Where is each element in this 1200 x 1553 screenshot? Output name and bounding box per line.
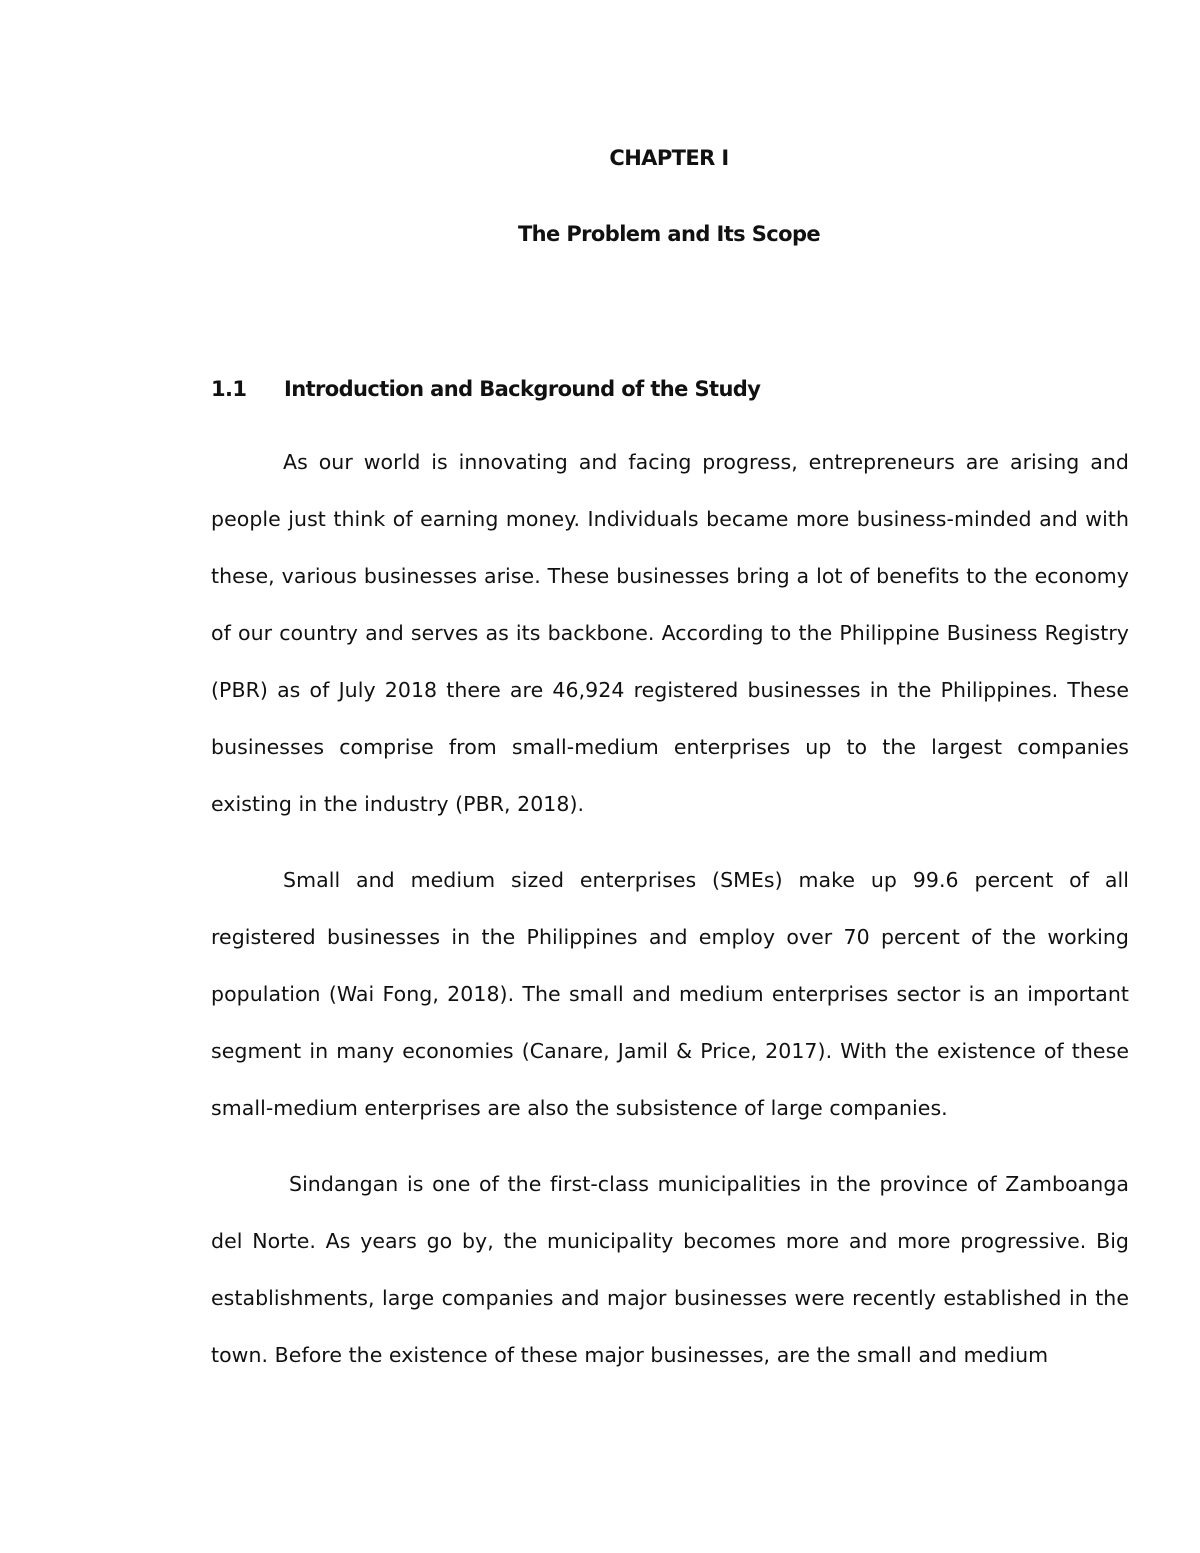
chapter-label: CHAPTER I — [609, 146, 729, 170]
chapter-title: The Problem and Its Scope — [517, 222, 821, 246]
paragraph-smes: Small and medium sized enterprises (SMEs) make up 99.6 percent of all registered businesses in the Philippines and employ over 70 percent of the working population (Wai Fong, 2018). The small and medium enterprises sector is an important segment in many economies (Canare, Jamil & Price, 2017). With the existence of these small-medium enterprises are also the subsistence of large companies. — [211, 868, 1129, 1120]
paragraph-sindangan: Sindangan is one of the first-class municipalities in the province of Zamboanga del Norte. As years go by, the municipality becomes more and more progressive. Big establishments, large companies and major businesses were recently established in the town. Before the existence of these major businesses, are the small and medium — [211, 1172, 1129, 1367]
section-title: Introduction and Background of the Study — [284, 377, 761, 401]
section-heading — [211, 375, 760, 403]
section-number: 1.1 — [211, 377, 247, 401]
paragraph-intro: As our world is innovating and facing progress, entrepreneurs are arising and people just think of earning money. Individuals became more business-minded and with these, various businesses arise. These businesses bring a lot of benefits to the economy of our country and serves as its backbone. According to the Philippine Business Registry (PBR) as of July 2018 there are 46,924 registered businesses in the Philippines. These businesses comprise from small-medium enterprises up to the largest companies existing in the industry (PBR, 2018). — [211, 450, 1129, 816]
